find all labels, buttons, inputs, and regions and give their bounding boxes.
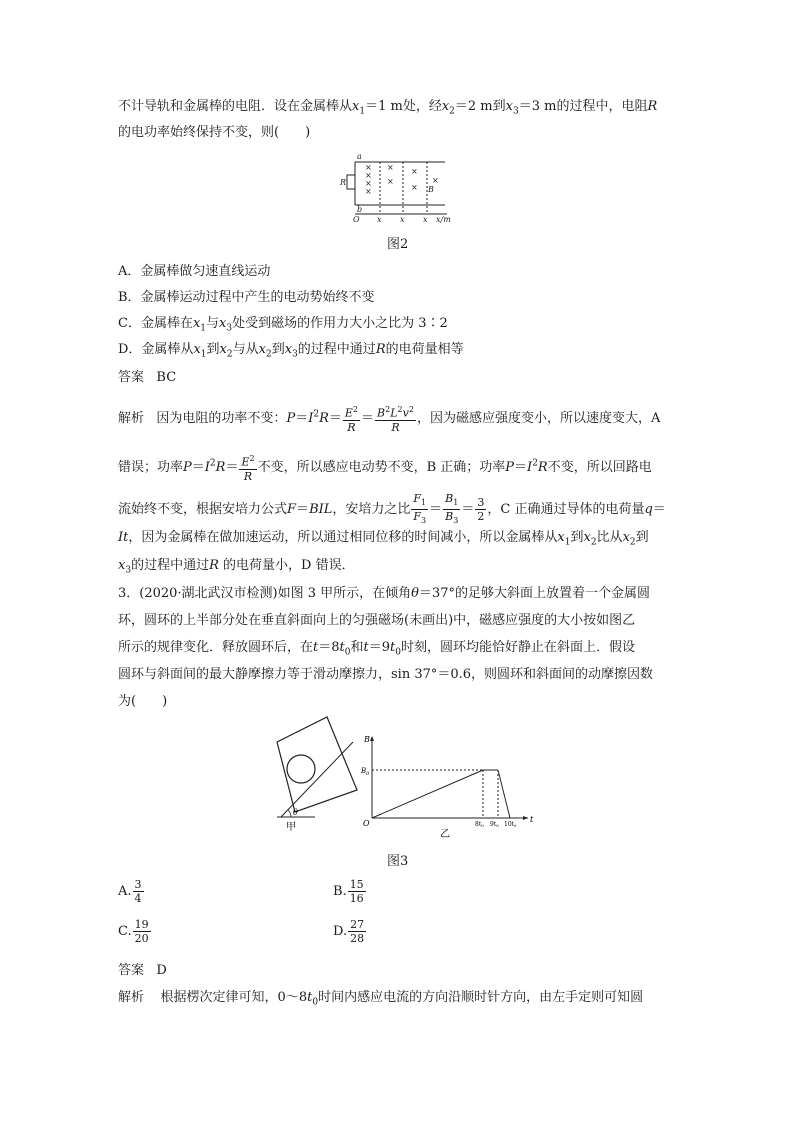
answer-2: 答案 BC (118, 370, 177, 385)
explanation-2-line-1: 解析 因为电阻的功率不变：$P=I^2R=$ $\frac{E^2}{R}$ ＝ $\frac{B^2L^2v^2}{R}$ ，因为磁感应强度变小，所以速度变大，A (118, 405, 661, 434)
question-3-line-2: 环，圆环的上半部分处在垂直斜面向上的匀强磁场(未画出)中，磁感应强度的大小按如图乙 (118, 613, 636, 628)
label-x2: x (400, 215, 405, 224)
tick-10t0: 10t0 (504, 821, 517, 828)
tick-b0: $B_0$ (361, 767, 370, 777)
explanation-3-line-1: 解析 根据楞次定律可知，$0\sim 8t_0$时间内感应电流的方向沿顺时针方向，由左手定则可知圆 (118, 990, 644, 1008)
b-field-cross: × (411, 167, 418, 176)
option-3a: A. $\frac{3}{4}$ (118, 878, 142, 905)
figure-2-rail-diagram (335, 150, 460, 225)
option-c: C．金属棒在$x_1$与$x_3$处受到磁场的作用力大小之比为 3∶2 (118, 316, 448, 334)
figure-3-b-t-graph (360, 730, 540, 840)
figure-3-caption: 图3 (387, 854, 409, 869)
answer-3: 答案 D (118, 963, 167, 978)
option-3d: D. $\frac{27}{28}$ (333, 918, 365, 945)
question-3-line-3: 所示的规律变化．释放圆环后，在$t=8t_0$和$t=9t_0$时刻，圆环均能恰好静止在斜面上．假设 (118, 640, 636, 658)
question-3-line-4: 圆环与斜面间的最大静摩擦力等于滑动摩擦力，sin 37°＝0.6，则圆环和斜面间的动摩擦因数 (118, 667, 654, 682)
option-3c: C. $\frac{19}{20}$ (118, 918, 149, 945)
label-x3: x (423, 215, 428, 224)
origin-label: O (363, 819, 370, 828)
option-d: D．金属棒从$x_1$到$x_2$与从$x_2$到$x_3$的过程中通过R的电荷量相等 (118, 342, 464, 360)
label-b: b (357, 205, 363, 214)
text-line-1: 不计导轨和金属棒的电阻．设在金属棒从$x_1=1$ m处，经$x_2=2$ m到$x_3=3$ m的过程中，电阻R (118, 99, 658, 117)
explanation-2-line-5: $x_3$的过程中通过R 的电荷量小，D 错误． (118, 558, 355, 576)
option-a: A．金属棒做匀速直线运动 (118, 264, 271, 279)
option-b: B．金属棒运动过程中产生的电动势始终不变 (118, 290, 375, 305)
label-x1: x (377, 215, 382, 224)
label-b-field: B (428, 185, 434, 194)
tick-8t0: 8t0 (475, 821, 484, 828)
label-jia: 甲 (286, 822, 296, 832)
explanation-2-line-2: 错误；功率$P=I^2R=$ $\frac{E^2}{R}$ 不变，所以感应电动势不变，B 正确；功率$P=I^2R$不变，所以回路电 (118, 454, 652, 483)
axis-label-t: t (530, 815, 534, 824)
axis-label-b: B (364, 735, 370, 744)
question-3-line-1: 3．(2020·湖北武汉市检测)如图 3 甲所示，在倾角θ＝37°的足够大斜面上放置着一个金属圆 (118, 586, 651, 601)
b-field-cross: × (411, 183, 418, 192)
b-field-cross: × (365, 187, 372, 196)
explanation-2-line-4: It，因为金属棒在做加速运动，所以通过相同位移的时间减小，所以金属棒从$x_1$到$x_2$比从$x_2$到 (118, 530, 649, 548)
question-3-line-5: 为( ) (118, 694, 168, 709)
b-field-cross: × (432, 176, 439, 185)
b-field-cross: × (387, 163, 394, 172)
b-field-cross: × (365, 179, 372, 188)
label-r: R (340, 178, 347, 187)
theta-label: θ (293, 808, 298, 817)
tick-9t0: 9t0 (490, 821, 499, 828)
b-field-cross: × (365, 171, 372, 180)
figure-3-incline-diagram (265, 712, 360, 832)
b-field-cross: × (387, 177, 394, 186)
label-o: O (353, 215, 360, 224)
figure-2-caption: 图2 (387, 237, 409, 252)
explanation-2-line-3: 流始终不变，根据安培力公式F＝BIL，安培力之比 $\frac{F_1}{F_3}$ ＝ $\frac{B_1}{B_3}$ ＝ $\frac{3}{2}$ ，C 正确通过导体的电荷量q＝ (118, 492, 666, 526)
text-line-2: 的电功率始终保持不变，则( ) (118, 125, 311, 140)
label-yi: 乙 (440, 829, 450, 840)
option-3b: B. $\frac{15}{16}$ (333, 878, 364, 905)
label-x-axis: x/m (436, 215, 451, 224)
label-a: a (357, 152, 362, 161)
b-field-cross: × (365, 163, 372, 172)
